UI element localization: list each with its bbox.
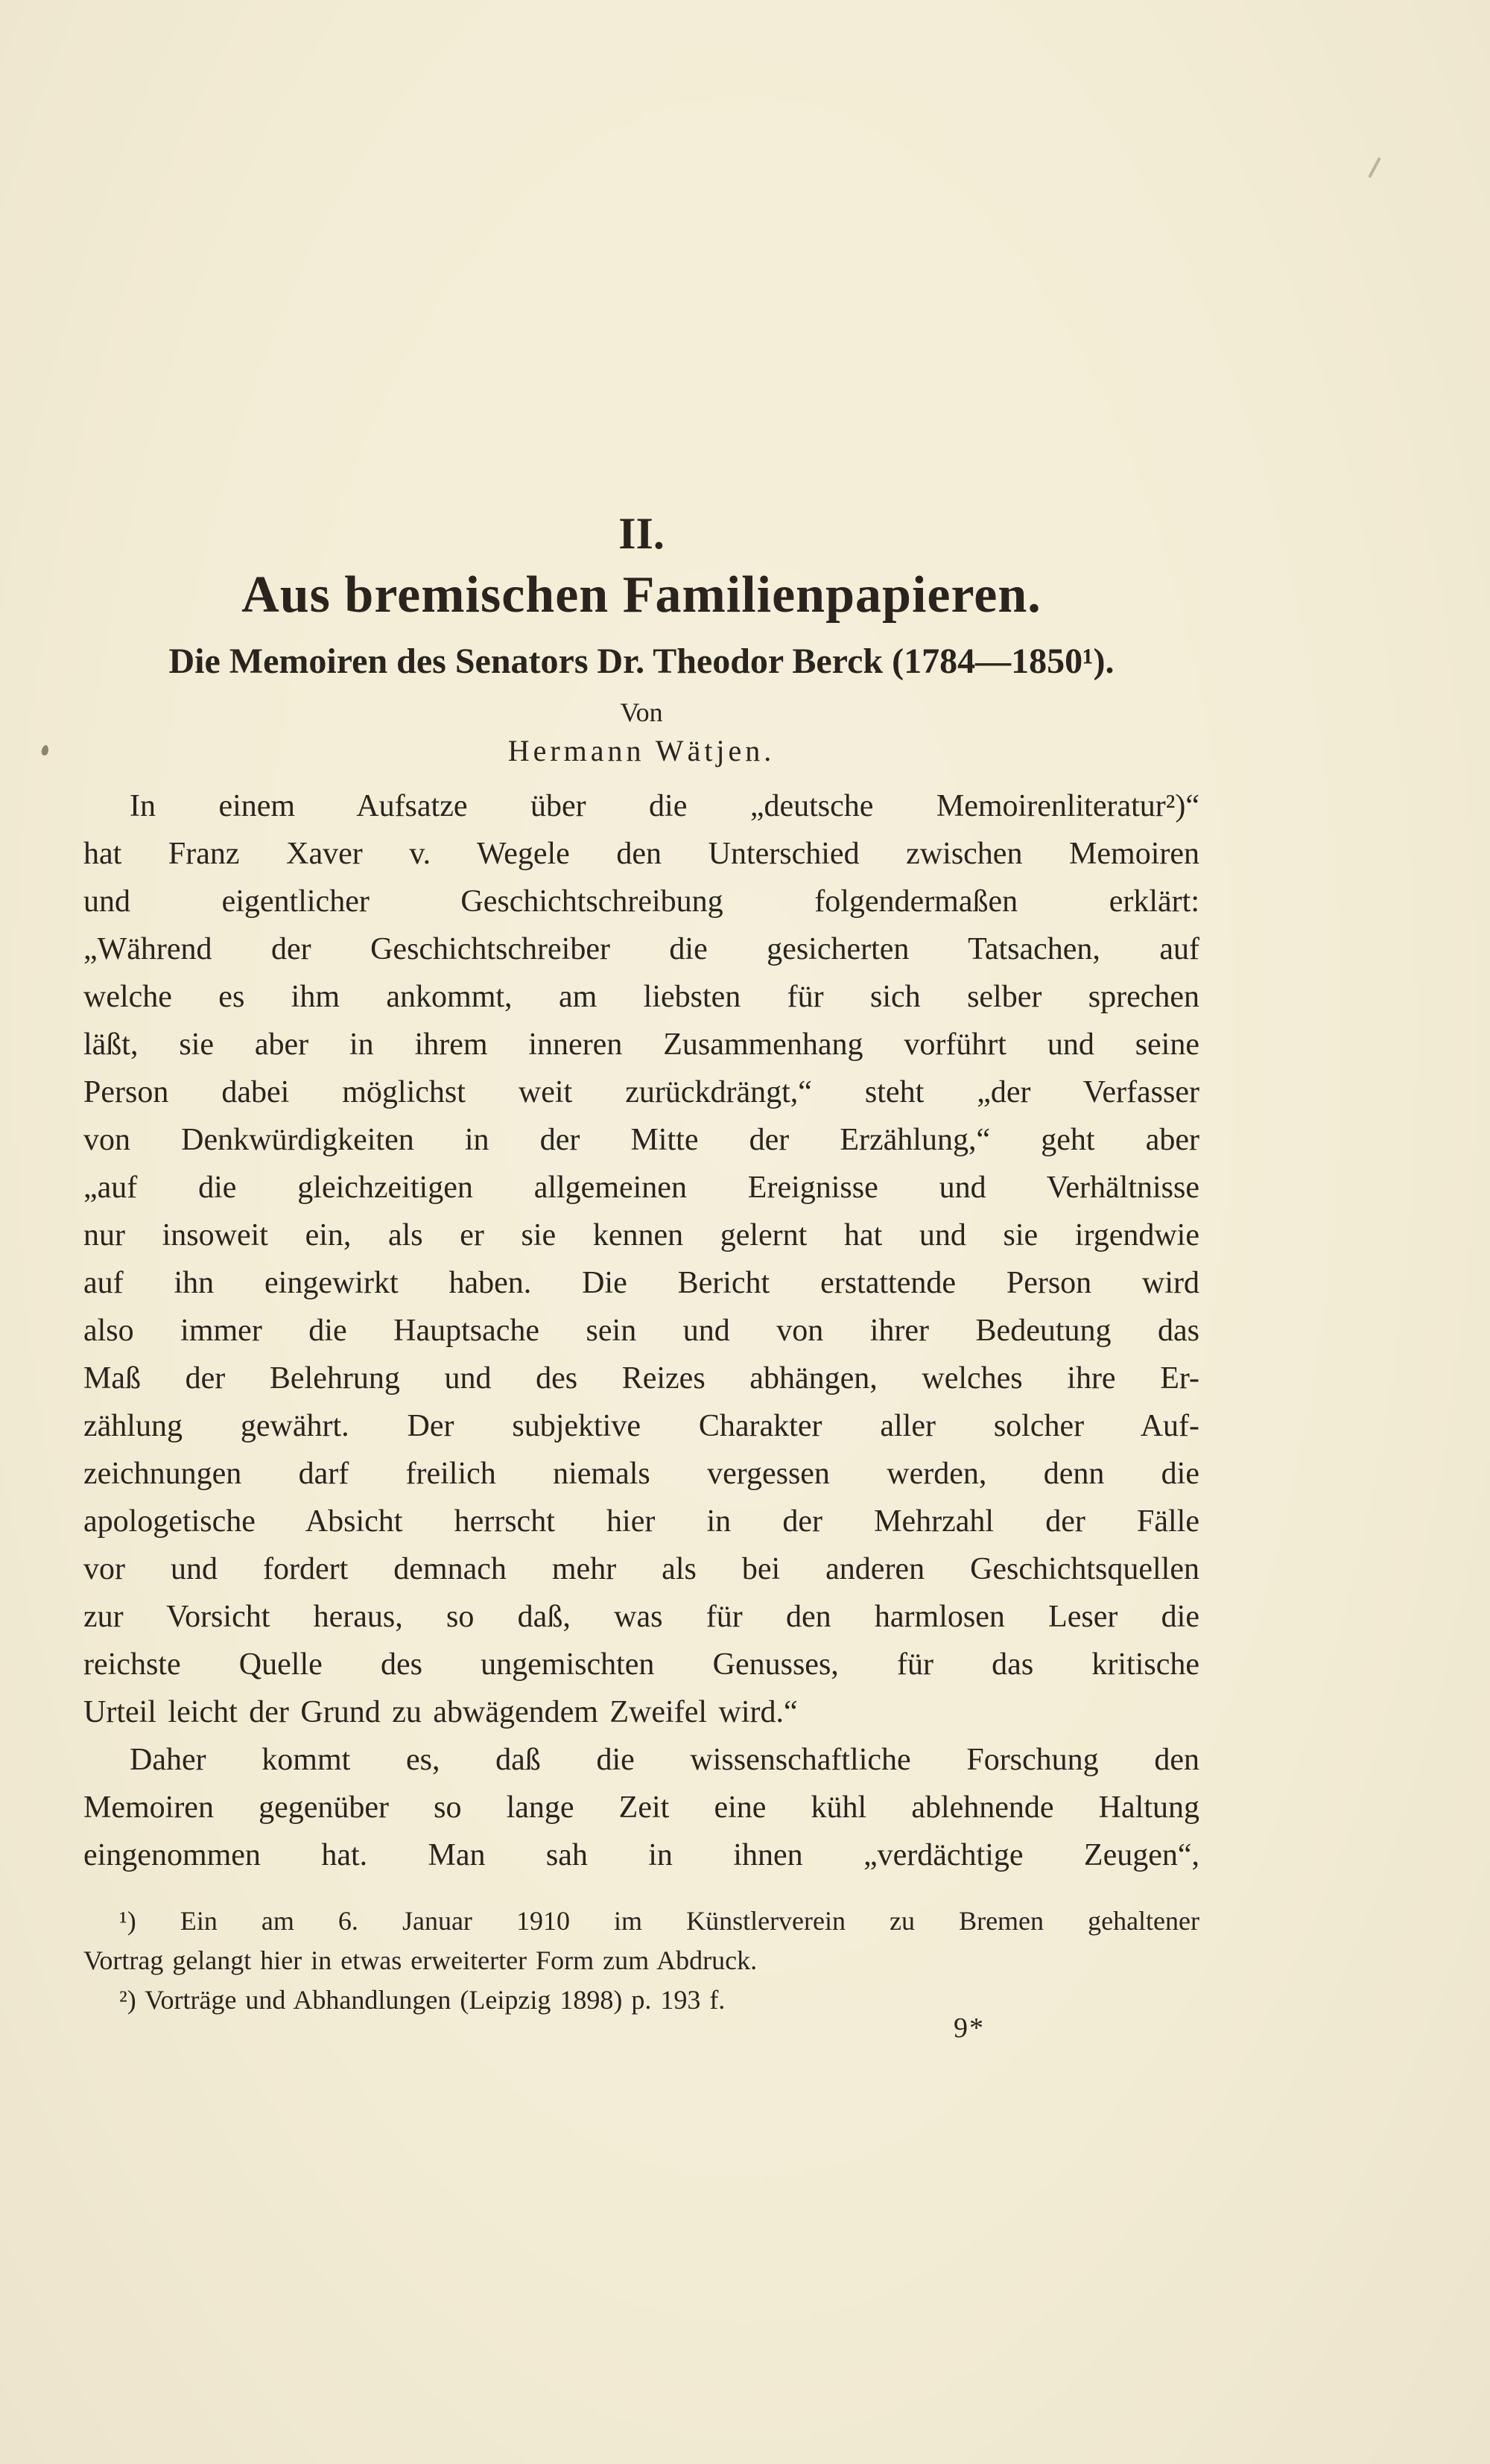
text-line: „auf die gleichzeitigen allgemeinen Ereignisse und Verhältnisse bbox=[83, 1171, 1199, 1205]
text-line: welche es ihm ankommt, am liebsten für sich selber sprechen bbox=[83, 980, 1199, 1014]
chapter-number: II. bbox=[618, 509, 665, 558]
text-line: Daher kommt es, daß die wissenschaftliche Forschung den bbox=[130, 1743, 1199, 1777]
article-title: Aus bremischen Familienpapieren. bbox=[241, 566, 1042, 624]
text-line: zählung gewährt. Der subjektive Charakter aller solcher Auf- bbox=[83, 1409, 1199, 1443]
text-line: eingenommen hat. Man sah in ihnen „verdächtige Zeugen“, bbox=[83, 1838, 1199, 1872]
footnote-line: ²) Vorträge und Abhandlungen (Leipzig 1898) p. 193 f. bbox=[119, 1985, 726, 2015]
text-line: Person dabei möglichst weit zurückdrängt,“ steht „der Verfasser bbox=[83, 1075, 1199, 1109]
author-name: Hermann Wätjen. bbox=[507, 734, 776, 767]
text-line: vor und fordert demnach mehr als bei anderen Geschichtsquellen bbox=[83, 1552, 1199, 1586]
text-block bbox=[83, 511, 1199, 2020]
text-line: zur Vorsicht heraus, so daß, was für den harmlosen Leser die bbox=[83, 1600, 1199, 1634]
body-paragraph bbox=[83, 782, 1199, 1736]
body-paragraph bbox=[83, 1736, 1199, 1879]
text-line: Maß der Belehrung und des Reizes abhängen, welches ihre Er- bbox=[83, 1361, 1199, 1396]
text-line: Memoiren gegenüber so lange Zeit eine kühl ablehnende Haltung bbox=[83, 1790, 1199, 1825]
article-subtitle: Die Memoiren des Senators Dr. Theodor Berck (1784—1850¹). bbox=[168, 642, 1115, 681]
body-text bbox=[83, 782, 1199, 1879]
text-line: auf ihn eingewirkt haben. Die Bericht erstattende Person wird bbox=[83, 1266, 1199, 1300]
text-line: In einem Aufsatze über die „deutsche Memoirenliteratur²)“ bbox=[130, 789, 1199, 823]
footnotes bbox=[83, 1901, 1199, 2020]
text-line: und eigentlicher Geschichtschreibung folgendermaßen erklärt: bbox=[83, 884, 1199, 919]
page-signature: 9* bbox=[954, 2012, 985, 2044]
text-line: hat Franz Xaver v. Wegele den Unterschied zwischen Memoiren bbox=[83, 837, 1199, 871]
text-line: von Denkwürdigkeiten in der Mitte der Erzählung,“ geht aber bbox=[83, 1123, 1199, 1157]
text-line: reichste Quelle des ungemischten Genusses, für das kritische bbox=[83, 1647, 1199, 1682]
scan-artifact-speck bbox=[41, 744, 50, 756]
byline-intro: Von bbox=[620, 697, 663, 727]
text-line: also immer die Hauptsache sein und von ihrer Bedeutung das bbox=[83, 1314, 1199, 1348]
text-line: „Während der Geschichtschreiber die gesicherten Tatsachen, auf bbox=[83, 932, 1199, 966]
footnote-line: ¹) Ein am 6. Januar 1910 im Künstlerverein zu Bremen gehaltener bbox=[119, 1906, 1199, 1936]
text-line: apologetische Absicht herrscht hier in der Mehrzahl der Fälle bbox=[83, 1504, 1199, 1539]
text-line: läßt, sie aber in ihrem inneren Zusammenhang vorführt und seine bbox=[83, 1027, 1199, 1062]
text-line: Urteil leicht der Grund zu abwägendem Zweifel wird.“ bbox=[83, 1695, 798, 1729]
text-line: nur insoweit ein, als er sie kennen gelernt hat und sie irgendwie bbox=[83, 1218, 1199, 1252]
scan-artifact-scratch bbox=[1368, 157, 1381, 178]
footnote-line: Vortrag gelangt hier in etwas erweiterter Form zum Abdruck. bbox=[83, 1945, 758, 1975]
text-line: zeichnungen darf freilich niemals vergessen werden, denn die bbox=[83, 1457, 1199, 1491]
